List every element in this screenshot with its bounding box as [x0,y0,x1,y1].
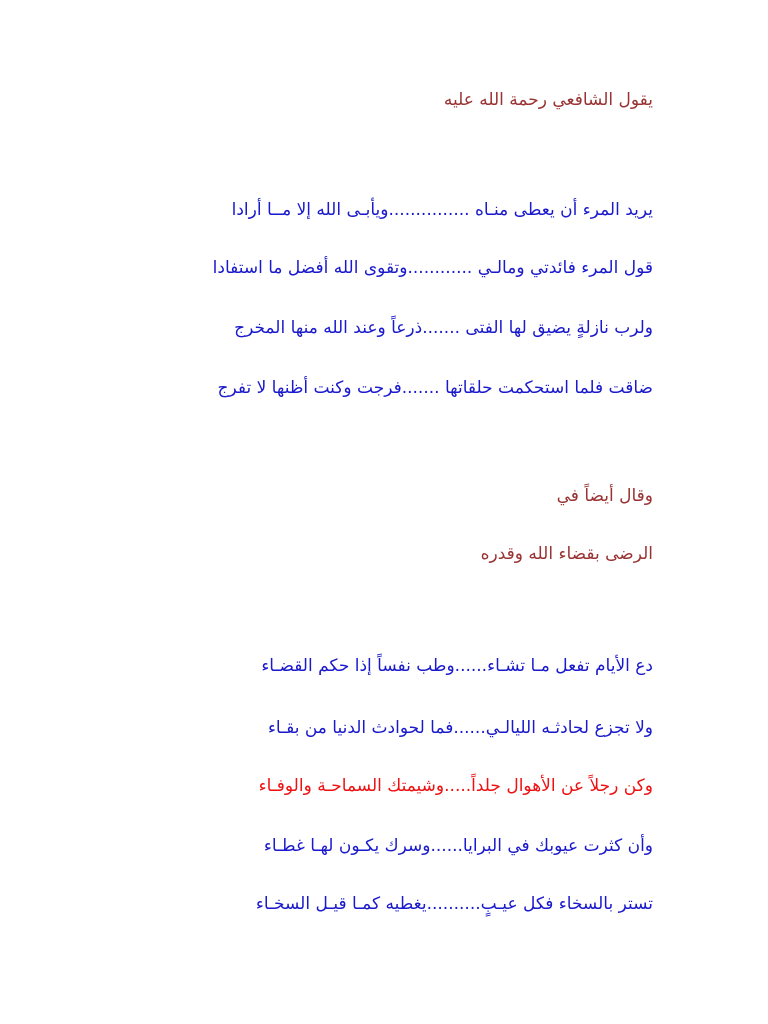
page-title: يقول الشافعي رحمة الله عليه [443,90,653,110]
subheading-line-2: الرضى بقضاء الله وقدره [480,544,653,564]
subheading-line-1: وقال أيضاً في [556,486,653,506]
poem2-verse-1: دع الأيام تفعل مـا تشـاء......وطب نفساً إذا حكم القضـاء [261,656,653,676]
poem1-verse-1: يريد المرء أن يعطى منـاه ...............ويأبـى الله إلا مــا أرادا [231,200,653,220]
poem2-verse-2: ولا تجزع لحادثـه الليالـي......فما لحوادث الدنيا من بقـاء [267,718,653,738]
poem2-verse-5: تستر بالسخاء فكل عيـبٍ..........يغطيه كمـا قيـل السخـاء [255,894,653,914]
poem2-verse-3-highlighted: وكن رجلاً عن الأهوال جلداً.....وشيمتك السماحـة والوفـاء [258,776,653,796]
poem2-verse-4: وأن كثرت عيوبك في البرايا......وسرك يكـون لهـا غطـاء [263,836,653,856]
poem1-verse-3: ولرب نازلةٍ يضيق لها الفتى .......ذرعاً وعند الله منها المخرج [234,318,653,338]
poem1-verse-4: ضاقت فلما استحكمت حلقاتها .......فرجت وكنت أظنها لا تفرج [217,378,653,398]
poem1-verse-2: قول المرء فائدتي ومالـي ............وتقوى الله أفضل ما استفادا [212,258,653,278]
